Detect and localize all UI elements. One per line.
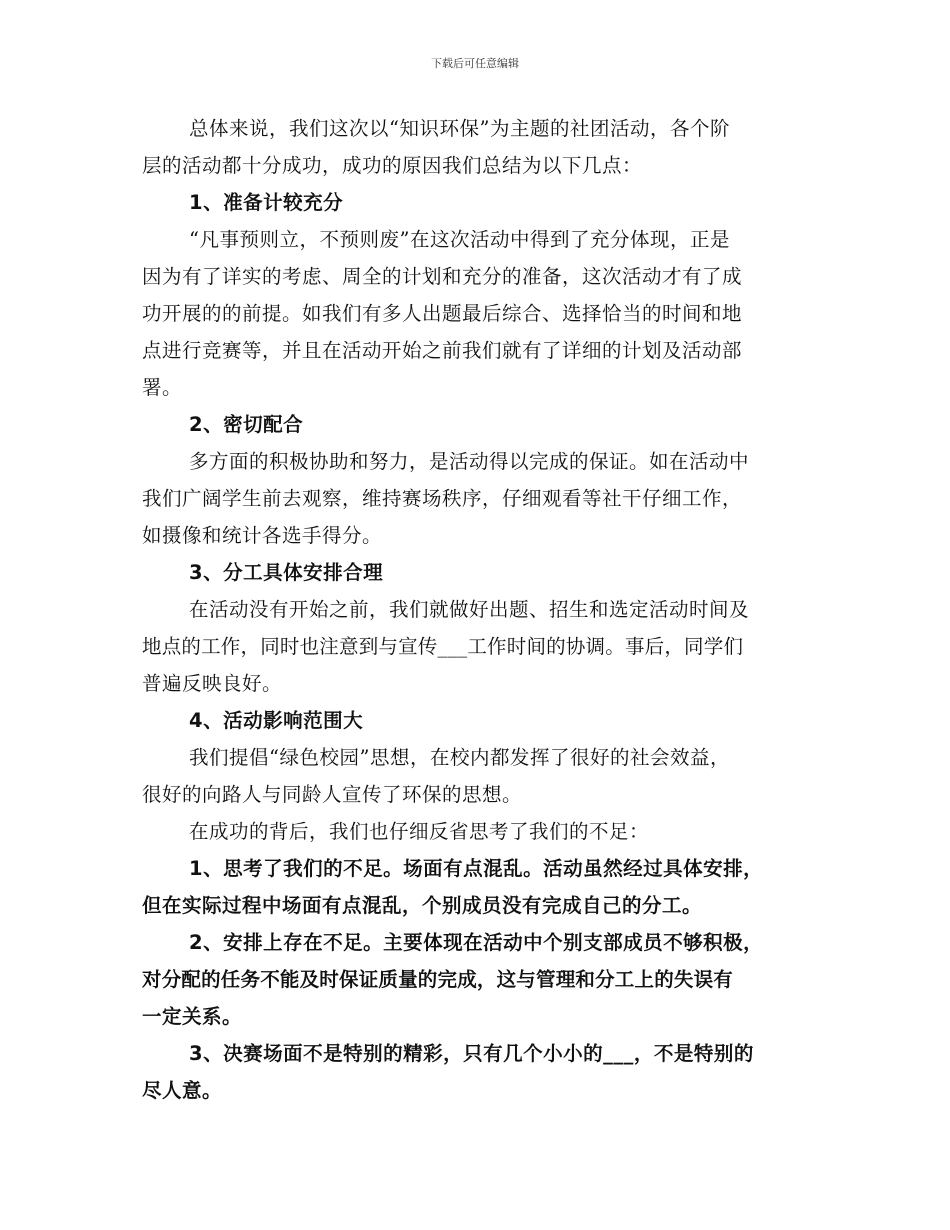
paragraph-line: 很好的向路人与同龄人宣传了环保的思想。 [142,783,523,806]
weakness-line: 但在实际过程中场面有点混乱，个别成员没有完成自己的分工。 [142,894,703,917]
paragraph-line: 因为有了详实的考虑、周全的计划和充分的准备，这次活动才有了成 [142,265,743,288]
section-heading: 3、分工具体安排合理 [189,561,384,584]
paragraph-line: 多方面的积极协助和努力，是活动得以完成的保证。如在活动中 [189,450,750,473]
paragraph-line: 功开展的的前提。如我们有多人出题最后综合、选择恰当的时间和地 [142,302,743,325]
weakness-line: 一定关系。 [142,1005,243,1028]
section-heading: 1、准备计较充分 [189,191,344,214]
paragraph-line: 如摄像和统计各选手得分。 [142,524,383,547]
weakness-line: 2、安排上存在不足。主要体现在活动中个别支部成员不够积极， [189,931,764,954]
page-header: 下载后可任意编辑 [431,57,519,70]
paragraph-line: 在成功的背后，我们也仔细反省思考了我们的不足： [189,820,650,843]
paragraph-line: 我们广阔学生前去观察，维持赛场秩序，仔细观看等社干仔细工作， [142,487,743,510]
paragraph-line: 地点的工作，同时也注意到与宣传___工作时间的协调。事后，同学们 [142,635,744,658]
section-heading: 4、活动影响范围大 [189,709,364,732]
section-heading: 2、密切配合 [189,413,304,436]
document-body [142,110,812,1109]
paragraph-line: 我们提倡“绿色校园”思想，在校内都发挥了很好的社会效益， [189,746,730,769]
paragraph-line: 在活动没有开始之前，我们就做好出题、招生和选定活动时间及 [189,598,750,621]
weakness-line: 尽人意。 [142,1079,223,1102]
paragraph-line: 总体来说，我们这次以“知识环保”为主题的社团活动，各个阶 [189,117,730,140]
weakness-line: 3、决赛场面不是特别的精彩，只有几个小小的___，不是特别的 [189,1042,754,1065]
paragraph-line: 层的活动都十分成功，成功的原因我们总结为以下几点： [142,154,643,177]
paragraph-line: “凡事预则立，不预则废”在这次活动中得到了充分体现，正是 [189,228,730,251]
weakness-line: 对分配的任务不能及时保证质量的完成，这与管理和分工上的失误有 [142,968,734,991]
paragraph-line: 普遍反映良好。 [142,672,283,695]
paragraph-line: 点进行竞赛等，并且在活动开始之前我们就有了详细的计划及活动部 [142,339,743,362]
paragraph-line: 署。 [142,376,183,399]
weakness-line: 1、思考了我们的不足。场面有点混乱。活动虽然经过具体安排， [189,857,764,880]
